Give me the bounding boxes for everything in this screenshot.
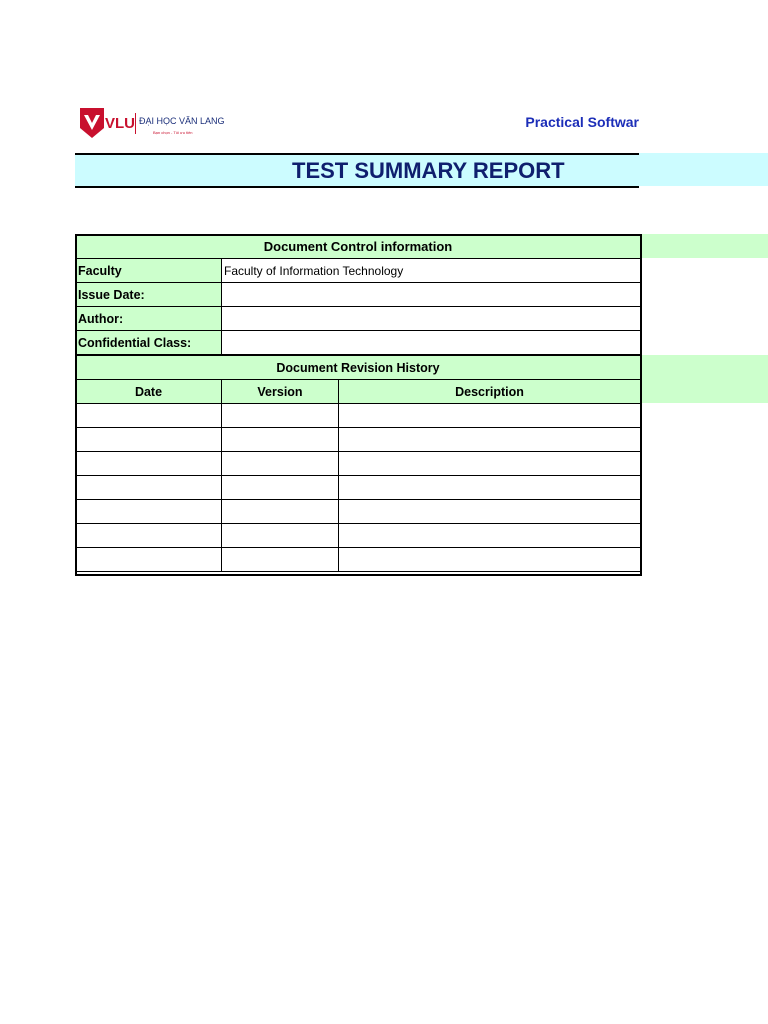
vlu-logo: [80, 108, 225, 140]
revision-date-cell[interactable]: [76, 404, 222, 428]
revision-date-cell[interactable]: [76, 524, 222, 548]
revision-description-cell[interactable]: [339, 428, 641, 452]
confidential-class-label: Confidential Class:: [76, 331, 222, 355]
table-row: [76, 428, 641, 452]
control-row-faculty: [76, 259, 641, 283]
revision-description-cell[interactable]: [339, 548, 641, 572]
revision-description-cell[interactable]: [339, 452, 641, 476]
issue-date-label: Issue Date:: [76, 283, 222, 307]
revision-version-cell[interactable]: [222, 500, 339, 524]
table-row: [76, 500, 641, 524]
confidential-class-value[interactable]: [222, 331, 641, 355]
control-header-row: [76, 235, 641, 259]
logo-divider: [135, 113, 136, 134]
author-label: Author:: [76, 307, 222, 331]
revision-description-cell[interactable]: [339, 500, 641, 524]
revision-version-cell[interactable]: [222, 476, 339, 500]
author-value[interactable]: [222, 307, 641, 331]
revision-date-cell[interactable]: [76, 476, 222, 500]
revision-description-cell[interactable]: [339, 524, 641, 548]
revision-history-table: [75, 355, 641, 572]
table-row: [76, 476, 641, 500]
revision-header-row: [76, 356, 641, 380]
revision-description-cell[interactable]: [339, 404, 641, 428]
issue-date-value[interactable]: [222, 283, 641, 307]
column-header-description: Description: [339, 380, 641, 404]
revision-version-cell[interactable]: [222, 452, 339, 476]
revision-date-cell[interactable]: [76, 452, 222, 476]
table-row: [76, 524, 641, 548]
revision-header-fill: [640, 355, 768, 403]
faculty-value[interactable]: Faculty of Information Technology: [222, 259, 641, 283]
revision-description-cell[interactable]: [339, 476, 641, 500]
control-row-issue-date: [76, 283, 641, 307]
revision-version-cell[interactable]: [222, 428, 339, 452]
logo-university-name: ĐẠI HỌC VĂN LANG: [139, 116, 225, 126]
revision-header: Document Revision History: [76, 356, 641, 380]
logo-abbr: VLU: [105, 115, 135, 132]
table-row: [76, 452, 641, 476]
revision-date-cell[interactable]: [76, 428, 222, 452]
faculty-label: Faculty: [76, 259, 222, 283]
logo-motto: Bạn chọn - Tôi ưu tiên: [153, 130, 193, 135]
table-row: [76, 548, 641, 572]
report-title: TEST SUMMARY REPORT: [292, 158, 565, 183]
title-band-fill: [639, 153, 768, 186]
revision-date-cell[interactable]: [76, 500, 222, 524]
revision-version-cell[interactable]: [222, 524, 339, 548]
revision-date-cell[interactable]: [76, 548, 222, 572]
title-box: [75, 153, 639, 188]
control-row-author: [76, 307, 641, 331]
column-header-version: Version: [222, 380, 339, 404]
revision-version-cell[interactable]: [222, 548, 339, 572]
revision-column-header-row: [76, 380, 641, 404]
control-row-confidential: [76, 331, 641, 355]
project-title: Practical Softwar: [525, 114, 639, 130]
document-control-table: [75, 234, 641, 355]
revision-version-cell[interactable]: [222, 404, 339, 428]
control-header-fill: [640, 234, 768, 258]
vlu-shield-icon: [80, 108, 104, 138]
table-row: [76, 404, 641, 428]
column-header-date: Date: [76, 380, 222, 404]
control-header: Document Control information: [76, 235, 641, 259]
title-band: [0, 153, 768, 186]
